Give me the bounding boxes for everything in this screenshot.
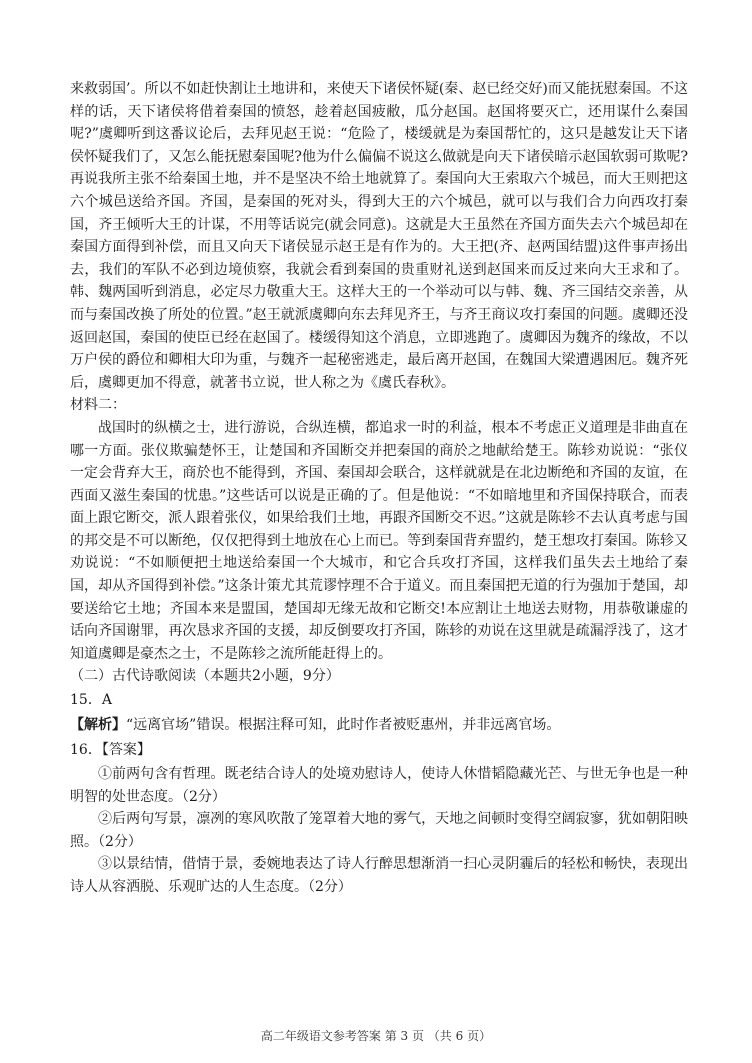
q16-answer-1: ①前两句含有哲理。既老结合诗人的处境劝慰诗人，使诗人休惜韬隐藏光芒、与世无争也是一种明智的处世态度。（2分） bbox=[70, 766, 688, 805]
q16-answer-heading: 16．【答案】 bbox=[70, 742, 151, 759]
q16-answer-3: ③以景结情，借情于景，委婉地表达了诗人行醉思想渐消一扫心灵阴霾后的轻松和畅快，表现出诗人从容洒脱、乐观旷达的人生态度。（2分） bbox=[70, 856, 688, 895]
analysis-tag: 【解析】 bbox=[70, 717, 126, 734]
analysis-text: “远离官场”错误。根据注释可知，此时作者被贬惠州，并非远离官场。 bbox=[126, 717, 561, 734]
page-footer: 高二年级语文参考答案 第 3 页 （共 6 页） bbox=[260, 1029, 492, 1043]
q15-answer: 15．A bbox=[70, 692, 112, 709]
section-heading: （二）古代诗歌阅读（本题共2小题，9分） bbox=[70, 668, 340, 685]
q15-analysis bbox=[70, 713, 688, 738]
q16-answer-2: ②后两句写景，凛冽的寒风吹散了笼罩着大地的雾气，天地之间顿时变得空阔寂寥，犹如朝阳映照。（2分） bbox=[70, 811, 688, 850]
material1-paragraph: 来救弱国’。所以不如赶快割让土地讲和，来使天下诸侯怀疑(秦、赵已经交好)而又能抚慰秦国。不这样的话，天下诸侯将借着秦国的愤怒，趁着赵国疲敝，瓜分赵国。赵国将要灭亡，还用谋什么秦国呢?”虞卿听到这番议论后，去拜见赵王说：“危险了，楼缓就是为秦国帮忙的，这只是越发让天下诸侯怀疑我们了，又怎么能抚慰秦国呢?他为什么偏偏不说这么做就是向天下诸侯暗示赵国软弱可欺呢?再说我所主张不给秦国土地，并不是坚决不给土地就算了。秦国向大王索取六个城邑，而大王则把这六个城邑送给齐国。齐国，是秦国的死对头，得到大王的六个城邑，就可以与我们合力向西攻打秦国，齐王倾听大王的计谋，不用等话说完(就会同意)。这就是大王虽然在齐国方面失去六个城邑却在秦国方面得到补偿，而且又向天下诸侯显示赵王是有作为的。大王把(齐、赵两国结盟)这件事声扬出去，我们的军队不必到边境侦察，我就会看到秦国的贵重财礼送到赵国来而反过来向大王求和了。韩、魏两国听到消息，必定尽力敬重大王。这样大王的一个举动可以与韩、魏、齐三国结交亲善，从而与秦国改换了所处的位置。”赵王就派虞卿向东去拜见齐王，与齐王商议攻打秦国的问题。虞卿还没返回赵国，秦国的使臣已经在赵国了。楼缓得知这个消息，立即逃跑了。虞卿因为魏齐的缘故，不以万户侯的爵位和卿相大印为重，与魏齐一起秘密逃走，最后离开赵国，在魏国大梁遭遇困厄。魏齐死后，虞卿更加不得意，就著书立说，世人称之为《虞氏春秋》。 bbox=[70, 81, 688, 391]
material2-title: 材料二： bbox=[70, 397, 126, 414]
material2-paragraph: 战国时的纵横之士，进行游说，合纵连横，都追求一时的利益，根本不考虑正义道理是非曲直在哪一方面。张仪欺骗楚怀王，让楚国和齐国断交并把秦国的商於之地献给楚王。陈轸劝说说：“张仪一定会背弃大王，商於也不能得到，齐国、秦国却会联合，这样就就是在北边断绝和齐国的友谊，在西面又滋生秦国的忧患。”这些话可以说是正确的了。但是他说：“不如暗地里和齐国保持联合，而表面上跟它断交，派人跟着张仪，如果给我们土地，再跟齐国断交不迟。”这就是陈轸不去认真考虑与国的邦交是不可以断绝，仅仅把得到土地放在心上而已。等到秦国背弃盟约，楚王想攻打秦国。陈轸又劝说说：“不如顺便把土地送给秦国一个大城市，和它合兵攻打齐国，这样我们虽失去土地给了秦国，却从齐国得到补偿。”这条计策尤其荒谬悖理不合于道义。而且秦国把无道的行为强加于楚国，却要送给它土地；齐国本来是盟国，楚国却无缘无故和它断交!本应割让土地送去财物，用恭敬谦虚的话向齐国谢罪，再次恳求齐国的支援，却反倒要攻打齐国，陈轸的劝说在这里就是疏漏浮浅了，这才知道虞卿是豪杰之士，不是陈轸之流所能赶得上的。 bbox=[70, 419, 688, 662]
answer-page bbox=[70, 78, 688, 899]
